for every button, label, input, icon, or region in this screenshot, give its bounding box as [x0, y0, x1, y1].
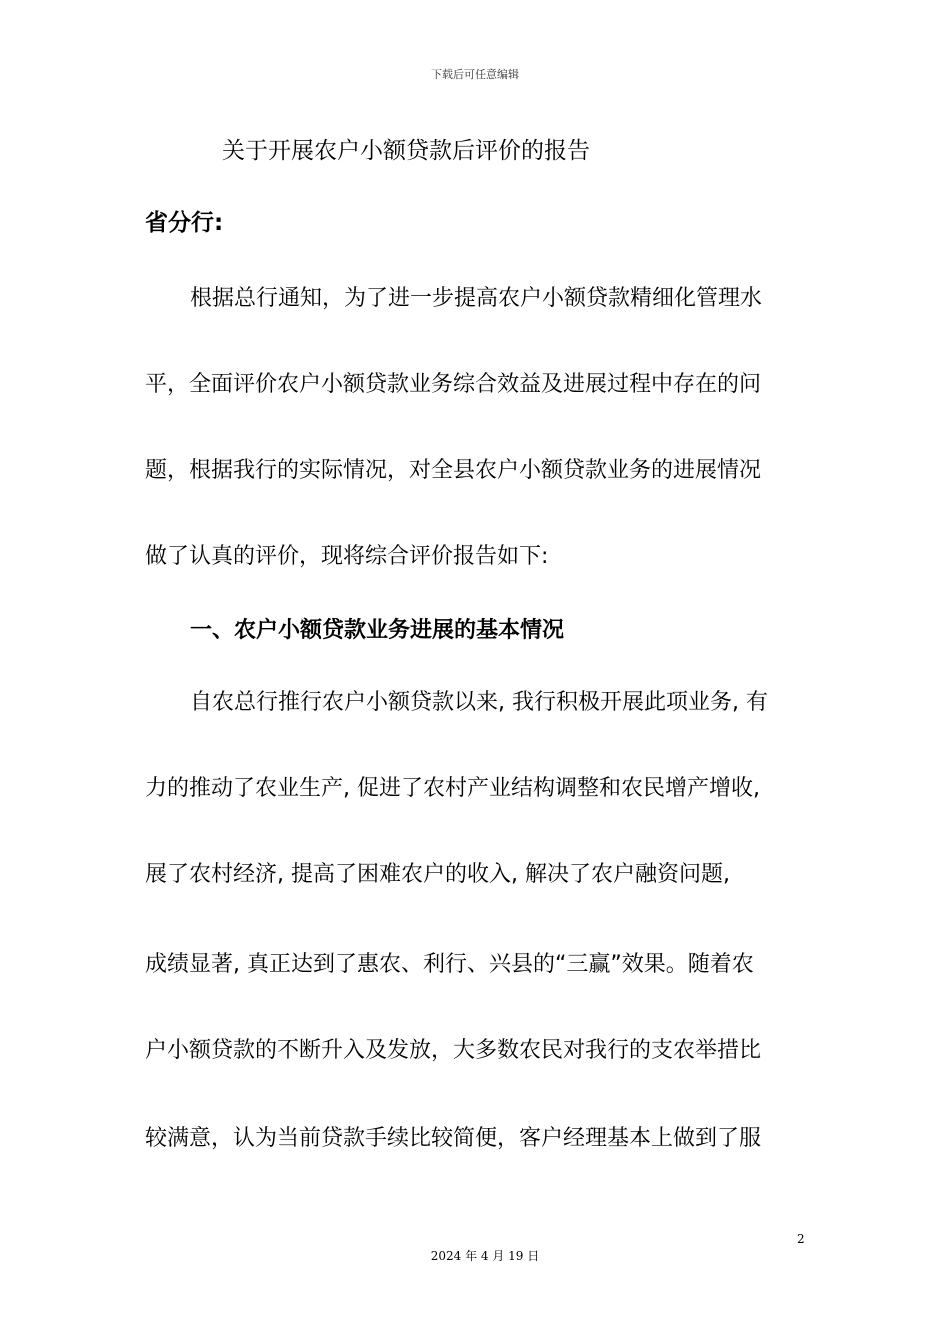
- salutation: 省分行:: [145, 210, 224, 236]
- paragraph-line: 根据总行通知，为了进一步提高农户小额贷款精细化管理水: [190, 286, 763, 311]
- paragraph-line: 展了农村经济, 提高了困难农户的收入, 解决了农户融资问题,: [145, 862, 730, 887]
- page-number: 2: [797, 1232, 805, 1246]
- document-title: 关于开展农户小额贷款后评价的报告: [222, 138, 590, 164]
- paragraph-line: 较满意，认为当前贷款手续比较简便，客户经理基本上做到了服: [145, 1126, 762, 1151]
- section-heading: 一、农户小额贷款业务进展的基本情况: [190, 618, 565, 643]
- paragraph-line: 题，根据我行的实际情况，对全县农户小额贷款业务的进展情况: [145, 458, 762, 483]
- paragraph-line: 成绩显著, 真正达到了惠农、利行、兴县的“三赢”效果。随着农: [145, 952, 754, 977]
- paragraph-line: 平，全面评价农户小额贷款业务综合效益及进展过程中存在的问: [145, 372, 762, 397]
- footer-date: 2024 年 4 月 19 日: [430, 1249, 540, 1263]
- paragraph-line: 力的推动了农业生产, 促进了农村产业结构调整和农民增产增收,: [145, 776, 760, 801]
- paragraph-line: 做了认真的评价，现将综合评价报告如下:: [145, 544, 549, 569]
- header-note: 下载后可任意编辑: [431, 68, 519, 81]
- paragraph-line: 户小额贷款的不断升入及发放，大多数农民对我行的支农举措比: [145, 1038, 762, 1063]
- paragraph-line: 自农总行推行农户小额贷款以来, 我行积极开展此项业务, 有: [190, 690, 768, 715]
